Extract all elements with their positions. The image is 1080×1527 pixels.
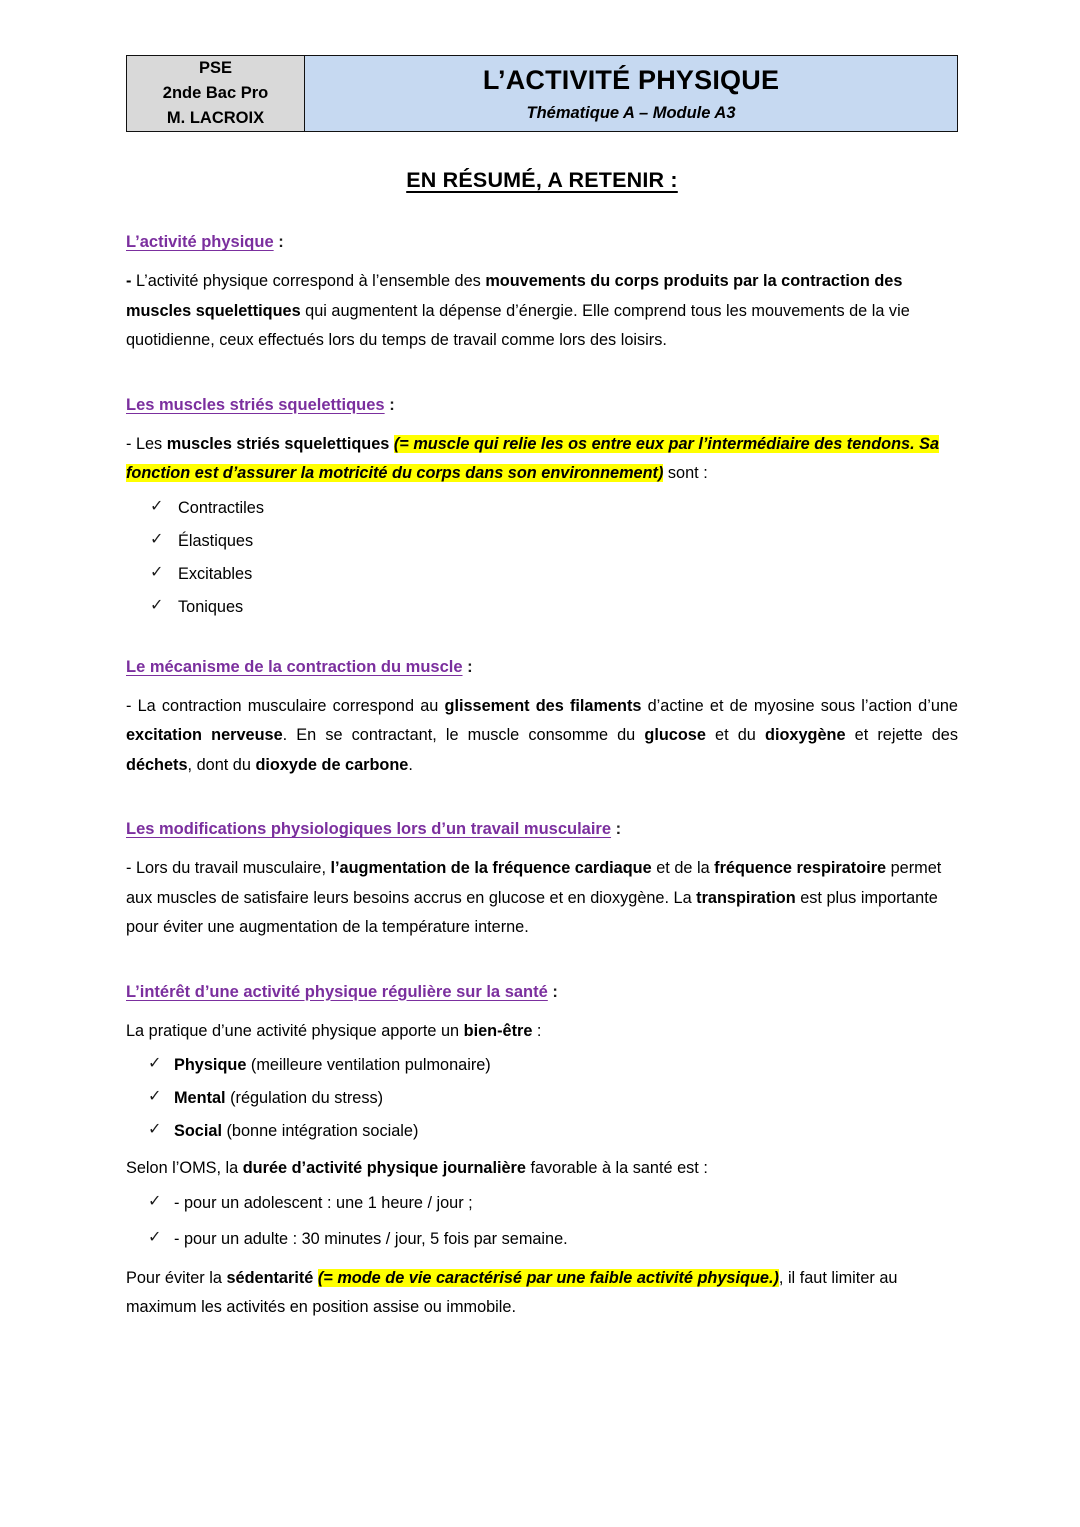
- check-icon: ✓: [148, 1192, 162, 1210]
- text-run: , dont du: [187, 755, 256, 774]
- text-bold: mouvements du corps produits par la contraction des muscles squelettiques: [126, 272, 903, 320]
- text-bold: déchets: [126, 755, 188, 774]
- list-item-label: Élastiques: [178, 531, 254, 550]
- text-run: et du: [705, 726, 765, 744]
- oms-duration-list: [126, 1192, 958, 1250]
- text-run: Pour éviter la: [126, 1268, 227, 1287]
- list-item: [126, 1120, 958, 1142]
- text-bold: bien-être: [463, 1021, 533, 1040]
- text-run: qui augmentent la dépense d’énergie. Elle comprend tous les mouvements de la vie quotidienne, ceux effectués lors du temps de travail comme lors des loisirs.: [126, 301, 910, 349]
- list-item: [126, 1228, 958, 1250]
- page-title: EN RÉSUMÉ, A RETENIR :: [406, 168, 678, 192]
- section-heading-text: L’intérêt d’une activité physique régulière sur la santé: [126, 982, 548, 1001]
- text-bold: durée d’activité physique journalière: [242, 1159, 526, 1177]
- text-run: - Les: [126, 434, 167, 453]
- section-heading-activite-physique: [126, 231, 958, 253]
- text-bold: excitation nerveuse: [126, 726, 283, 744]
- list-item: [126, 1054, 958, 1076]
- text-run: La pratique d’une activité physique apporte un: [126, 1021, 464, 1040]
- text-bold: dioxyde de carbone: [255, 755, 409, 774]
- text-run: d’actine et de myosine sous l’action d’une: [641, 696, 958, 715]
- muscle-properties-list: [126, 497, 958, 618]
- paragraph-sedentarite: [126, 1264, 958, 1323]
- text-run: permet aux muscles de satisfaire leurs besoins accrus en glucose et en dioxygène. La: [126, 859, 942, 907]
- check-icon: ✓: [150, 497, 164, 515]
- check-icon: ✓: [148, 1088, 162, 1105]
- header-subtitle: Thématique A – Module A3: [526, 104, 736, 122]
- wellbeing-list: [126, 1054, 958, 1142]
- text-run: sont :: [663, 464, 708, 482]
- paragraph-bien-etre-intro: [126, 1017, 958, 1047]
- section-heading-text: Les muscles striés squelettiques: [126, 395, 385, 414]
- section-heading-mecanisme-contraction: [126, 656, 958, 678]
- section-heading-muscles-stries: [126, 394, 958, 416]
- text-run: et de la: [651, 859, 715, 877]
- paragraph-dash: -: [126, 272, 136, 290]
- paragraph-oms-intro: [126, 1154, 958, 1184]
- check-icon: ✓: [150, 530, 164, 548]
- text-bold: dioxygène: [765, 726, 846, 744]
- section-heading-colon: :: [547, 982, 558, 1001]
- section-heading-colon: :: [462, 657, 473, 676]
- section-heading-colon: :: [384, 395, 395, 414]
- section-heading-colon: :: [611, 820, 622, 838]
- text-run: - Lors du travail musculaire,: [126, 859, 331, 877]
- text-run: . En se contractant, le muscle consomme du: [282, 726, 645, 744]
- header-table: [126, 55, 958, 132]
- check-icon: ✓: [148, 1121, 162, 1138]
- header-title-cell: [305, 56, 958, 132]
- list-item: [126, 596, 958, 618]
- course-code: PSE: [198, 59, 233, 77]
- text-run: , il faut limiter au maximum les activités en position assise ou immobile.: [126, 1268, 898, 1316]
- text-run: L’activité physique correspond à l’ensemble des: [135, 272, 486, 290]
- text-bold: fréquence respiratoire: [714, 859, 887, 877]
- list-item-bold-label: Social: [174, 1122, 222, 1140]
- list-item: [126, 1192, 958, 1214]
- list-item: [126, 1087, 958, 1109]
- text-bold: glissement des filaments: [444, 696, 642, 715]
- check-icon: ✓: [150, 563, 164, 581]
- section-heading-text: Les modifications physiologiques lors d’un travail musculaire: [126, 820, 612, 838]
- header-main-title: L’ACTIVITÉ PHYSIQUE: [482, 65, 780, 95]
- text-bold: sédentarité: [226, 1268, 314, 1287]
- paragraph-activite-physique: [126, 267, 958, 356]
- document-content: [126, 55, 958, 1323]
- list-item-label: (régulation du stress): [225, 1089, 384, 1107]
- highlighted-definition: (= muscle qui relie les os entre eux par l’intermédiaire des tendons. Sa fonction est d’assurer la motricité du corps dans son environnement): [126, 434, 940, 482]
- section-heading-modifications-physiologiques: [126, 818, 958, 840]
- list-item-label: Excitables: [178, 564, 253, 583]
- text-run: favorable à la santé est :: [525, 1159, 708, 1177]
- list-item: [126, 563, 958, 585]
- paragraph-muscles-stries: [126, 430, 958, 489]
- text-bold: transpiration: [696, 888, 796, 907]
- highlighted-definition: (= mode de vie caractérisé par une faible activité physique.): [317, 1268, 779, 1287]
- text-bold: muscles striés squelettiques: [166, 434, 390, 453]
- list-item-label: - pour un adulte : 30 minutes / jour, 5 fois par semaine.: [174, 1229, 568, 1248]
- list-item: [126, 530, 958, 552]
- list-item-label: Toniques: [178, 597, 244, 616]
- list-item-label: (meilleure ventilation pulmonaire): [246, 1056, 491, 1074]
- header-row: [127, 56, 958, 132]
- check-icon: ✓: [148, 1228, 162, 1246]
- check-icon: ✓: [148, 1055, 162, 1072]
- class-level: 2nde Bac Pro: [162, 84, 269, 102]
- check-icon: ✓: [150, 596, 164, 614]
- section-heading-colon: :: [273, 233, 284, 251]
- teacher-name: M. LACROIX: [166, 109, 265, 127]
- text-bold: l’augmentation de la fréquence cardiaque: [330, 859, 652, 877]
- text-run: est plus importante pour éviter une augmentation de la température interne.: [126, 888, 938, 936]
- paragraph-mecanisme-contraction: [126, 692, 958, 781]
- list-item-label: (bonne intégration sociale): [221, 1122, 419, 1140]
- text-bold: glucose: [644, 726, 706, 744]
- paragraph-modifications-physiologiques: [126, 854, 958, 943]
- section-heading-text: L’activité physique: [126, 233, 274, 251]
- list-item: [126, 497, 958, 519]
- list-item-bold-label: Physique: [174, 1056, 247, 1074]
- section-heading-interet-activite-reguliere: [126, 981, 958, 1003]
- text-run: et rejette des: [845, 726, 959, 744]
- text-run: Selon l’OMS, la: [126, 1159, 243, 1177]
- list-item-label: Contractiles: [178, 498, 264, 517]
- text-run: - La contraction musculaire correspond au: [126, 696, 445, 715]
- list-item-label: - pour un adolescent : une 1 heure / jour ;: [174, 1193, 473, 1212]
- text-run: :: [532, 1021, 542, 1040]
- text-run: .: [408, 755, 413, 774]
- list-item-bold-label: Mental: [174, 1089, 226, 1107]
- section-heading-text: Le mécanisme de la contraction du muscle: [126, 657, 463, 676]
- header-course-cell: [127, 56, 305, 132]
